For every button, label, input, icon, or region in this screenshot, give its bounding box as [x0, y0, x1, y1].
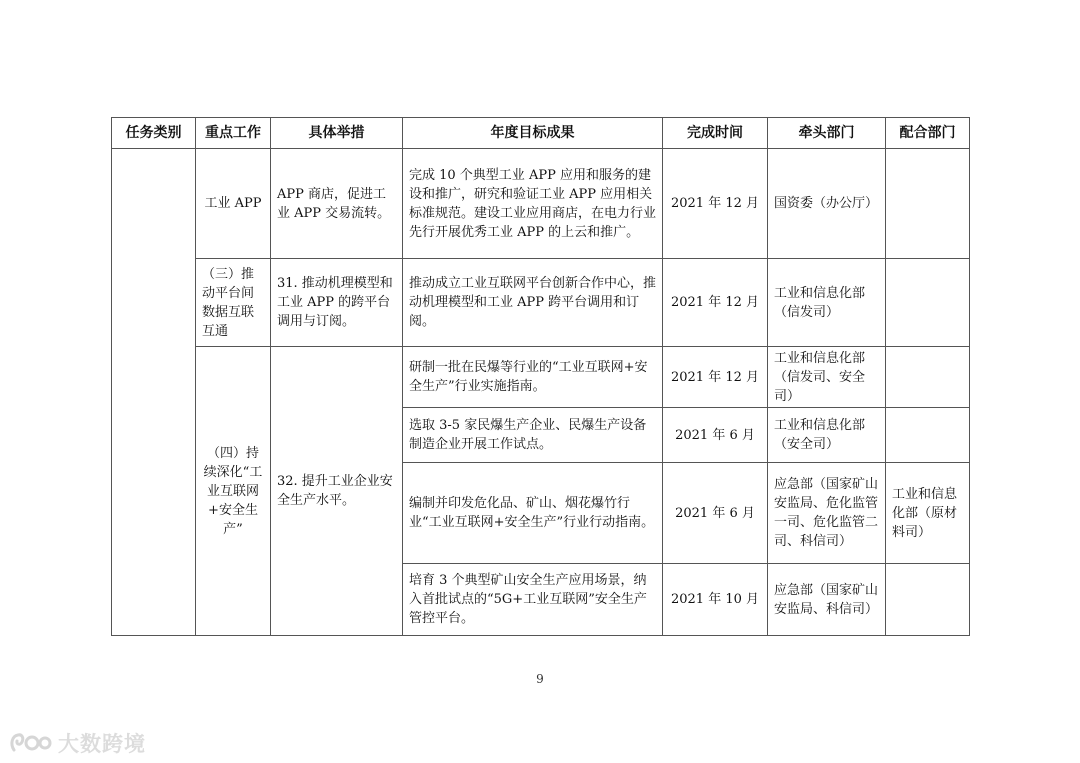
lead-dept-cell: 工业和信息化部（信发司） — [768, 259, 886, 347]
lead-dept-cell: 应急部（国家矿山安监局、危化监管一司、危化监管二司、科信司） — [768, 463, 886, 564]
measure-cell: 32. 提升工业企业安全生产水平。 — [271, 347, 403, 636]
goal-cell: 选取 3-5 家民爆生产企业、民爆生产设备制造企业开展工作试点。 — [403, 408, 663, 463]
key-work-cell: 工业 APP — [196, 149, 271, 259]
header-annual-goal: 年度目标成果 — [403, 118, 663, 149]
coop-dept-cell — [886, 259, 970, 347]
table-row — [112, 347, 970, 408]
goal-cell: 编制并印发危化品、矿山、烟花爆竹行业“工业互联网+安全生产”行业行动指南。 — [403, 463, 663, 564]
watermark-logo-icon — [8, 730, 52, 756]
header-lead-dept: 牵头部门 — [768, 118, 886, 149]
table-row — [112, 259, 970, 347]
time-cell: 2021 年 12 月 — [663, 149, 768, 259]
table-header-row — [112, 118, 970, 149]
goal-cell: 培育 3 个典型矿山安全生产应用场景，纳入首批试点的“5G+工业互联网”安全生产管控平台。 — [403, 564, 663, 636]
header-task-category: 任务类别 — [112, 118, 196, 149]
coop-dept-cell: 工业和信息化部（原材料司） — [886, 463, 970, 564]
task-table — [111, 117, 970, 636]
goal-cell: 研制一批在民爆等行业的“工业互联网+安全生产”行业实施指南。 — [403, 347, 663, 408]
header-completion-time: 完成时间 — [663, 118, 768, 149]
table-row — [112, 149, 970, 259]
lead-dept-cell: 工业和信息化部（安全司） — [768, 408, 886, 463]
goal-cell: 推动成立工业互联网平台创新合作中心，推动机理模型和工业 APP 跨平台调用和订阅。 — [403, 259, 663, 347]
measure-cell: APP 商店，促进工业 APP 交易流转。 — [271, 149, 403, 259]
lead-dept-cell: 国资委（办公厅） — [768, 149, 886, 259]
coop-dept-cell — [886, 408, 970, 463]
coop-dept-cell — [886, 149, 970, 259]
coop-dept-cell — [886, 564, 970, 636]
watermark — [8, 728, 146, 758]
time-cell: 2021 年 10 月 — [663, 564, 768, 636]
time-cell: 2021 年 12 月 — [663, 259, 768, 347]
page-number: 9 — [536, 672, 544, 686]
time-cell: 2021 年 12 月 — [663, 347, 768, 408]
watermark-text: 大数跨境 — [58, 732, 146, 756]
header-key-work: 重点工作 — [196, 118, 271, 149]
header-coop-dept: 配合部门 — [886, 118, 970, 149]
task-category-cell — [112, 149, 196, 636]
coop-dept-cell — [886, 347, 970, 408]
goal-cell: 完成 10 个典型工业 APP 应用和服务的建设和推广，研究和验证工业 APP 应用相关标准规范。建设工业应用商店，在电力行业先行开展优秀工业 APP 的上云和推广。 — [403, 149, 663, 259]
lead-dept-cell: 应急部（国家矿山安监局、科信司） — [768, 564, 886, 636]
key-work-cell: （四）持续深化“工业互联网+安全生产” — [196, 347, 271, 636]
measure-cell: 31. 推动机理模型和工业 APP 的跨平台调用与订阅。 — [271, 259, 403, 347]
lead-dept-cell: 工业和信息化部（信发司、安全司） — [768, 347, 886, 408]
time-cell: 2021 年 6 月 — [663, 463, 768, 564]
header-measures: 具体举措 — [271, 118, 403, 149]
time-cell: 2021 年 6 月 — [663, 408, 768, 463]
key-work-cell: （三）推动平台间数据互联互通 — [196, 259, 271, 347]
